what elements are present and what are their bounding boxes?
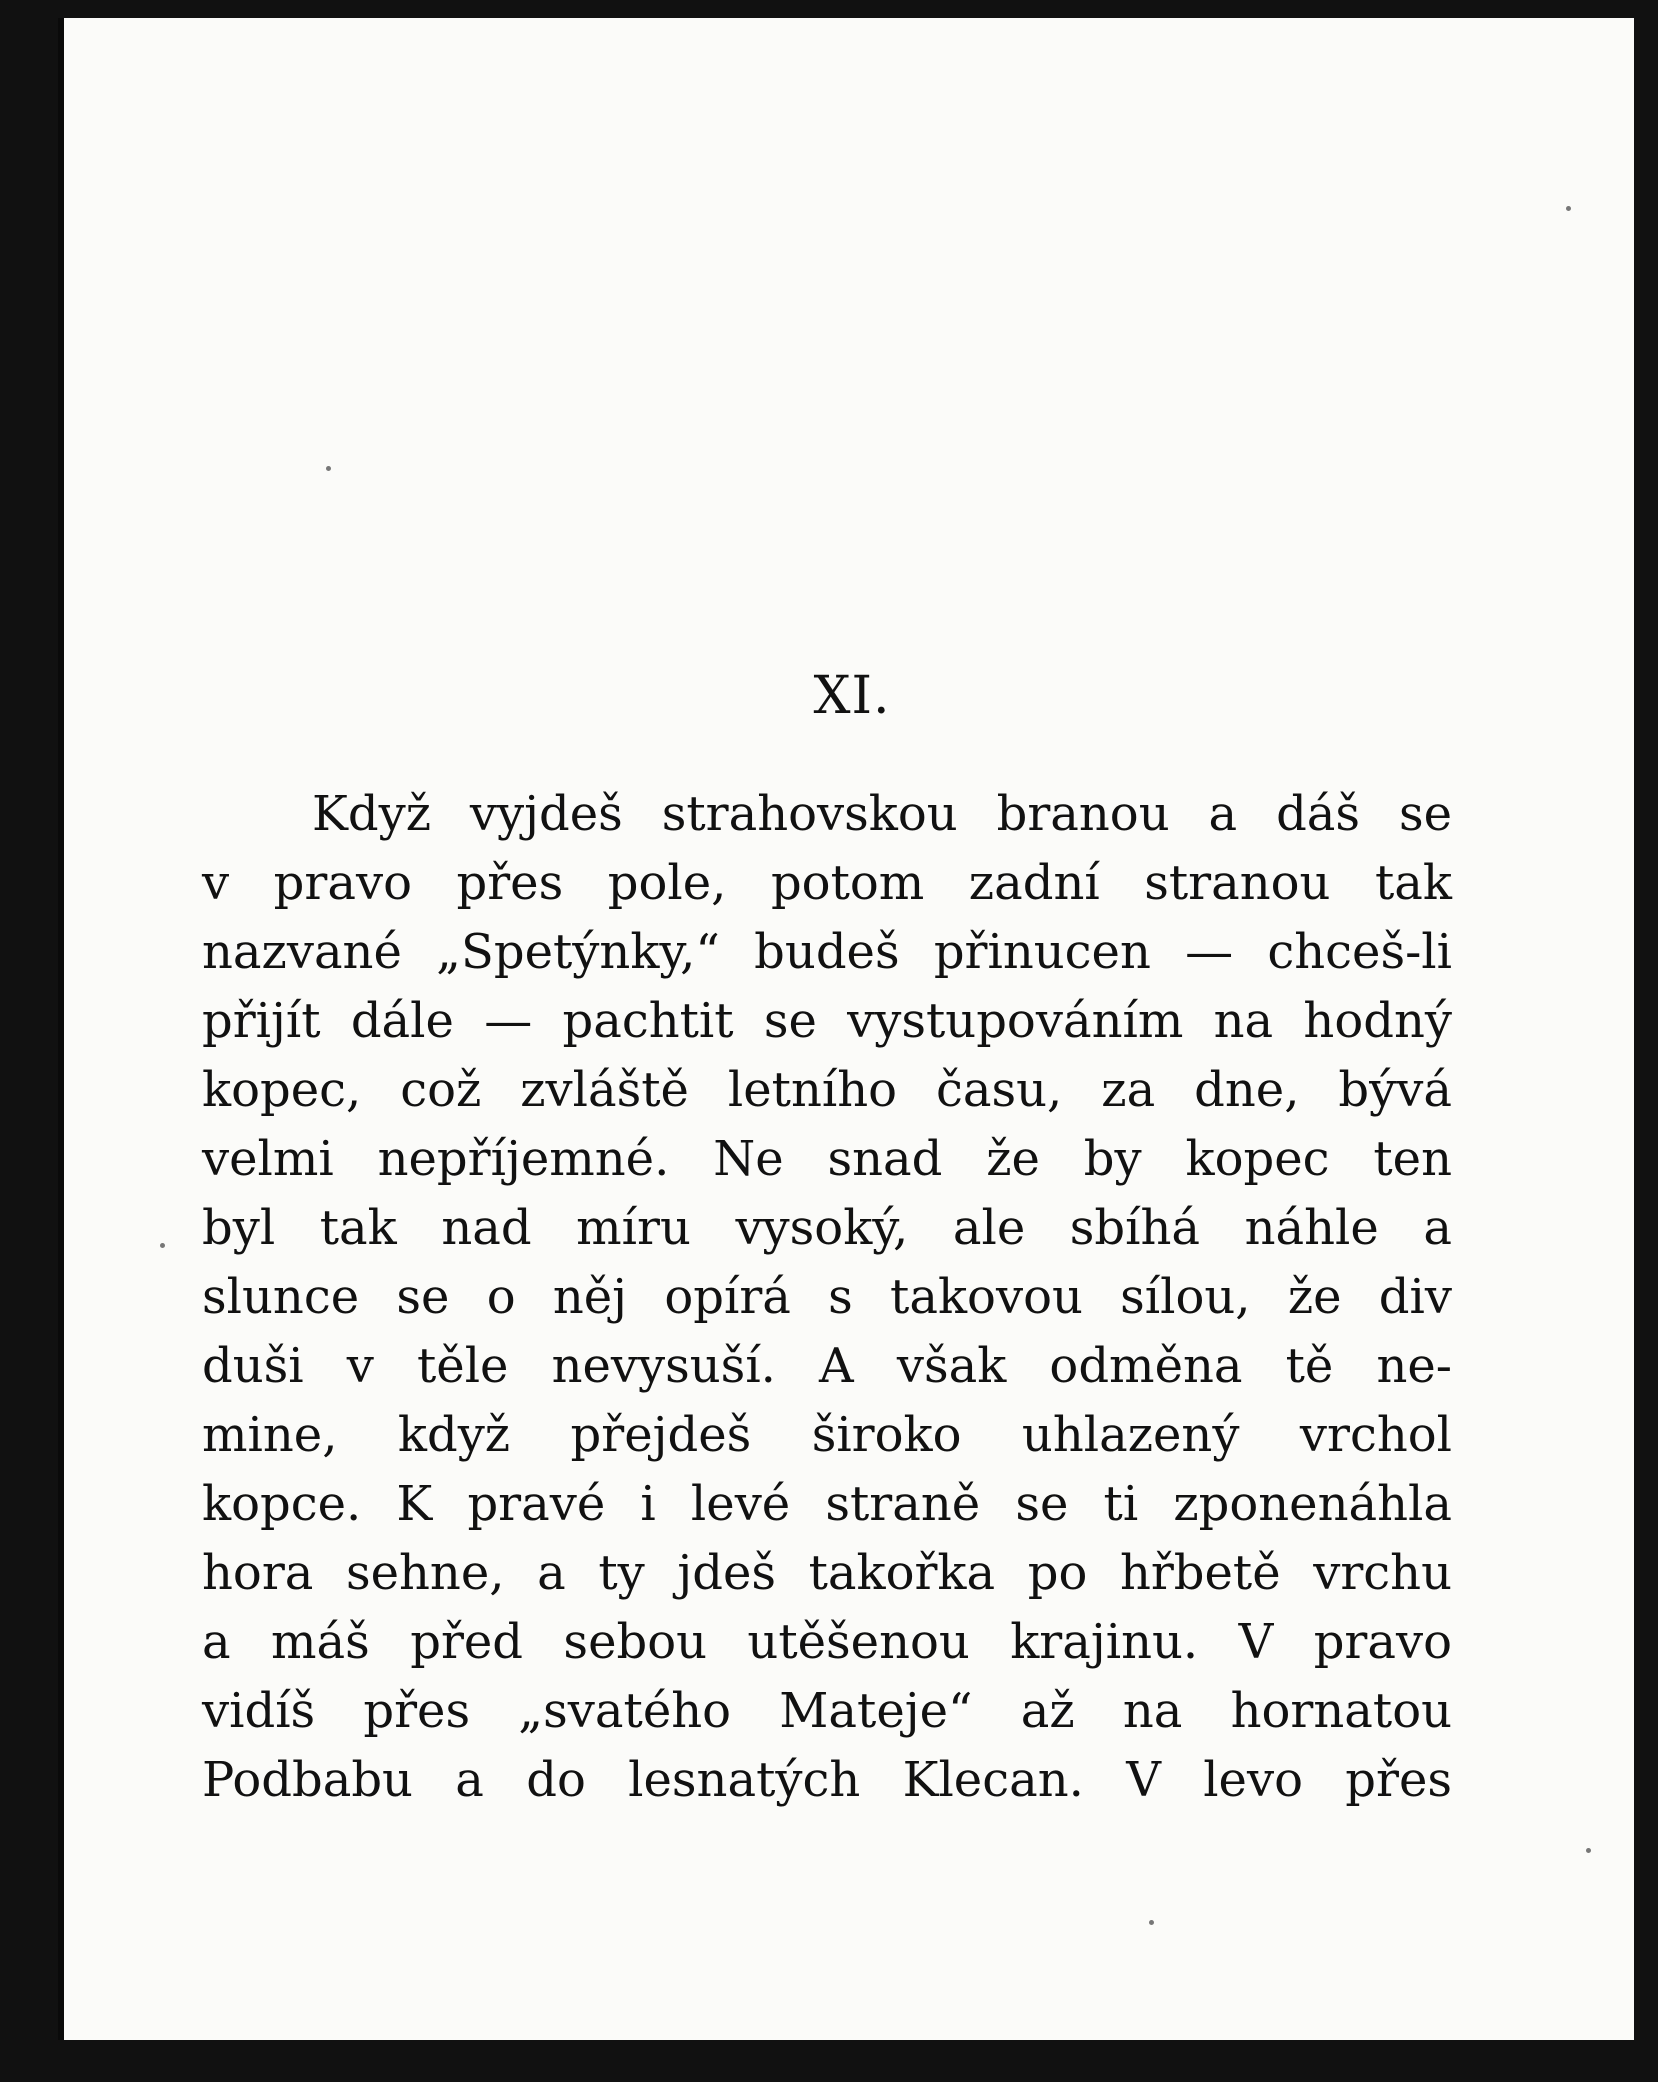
- paragraph-line: vidíš přes „svatého Mateje“ až na hornatou: [202, 1683, 1452, 1739]
- paragraph-line: kopce. K pravé i levé straně se ti zponenáhla: [202, 1476, 1452, 1532]
- paragraph-line: duši v těle nevysuší. A však odměna tě ne-: [202, 1338, 1452, 1394]
- paragraph-line: mine, když přejdeš široko uhlazený vrchol: [202, 1407, 1452, 1463]
- paper-speck: [1566, 206, 1571, 211]
- paragraph-line: slunce se o něj opírá s takovou sílou, že div: [202, 1269, 1452, 1325]
- paper-speck: [326, 466, 331, 471]
- paragraph-line: Když vyjdeš strahovskou branou a dáš se: [312, 786, 1452, 842]
- paragraph-line: byl tak nad míru vysoký, ale sbíhá náhle a: [202, 1200, 1452, 1256]
- book-page: [58, 18, 1634, 2040]
- paragraph-line: nazvané „Spetýnky,“ budeš přinucen — chceš-li: [202, 924, 1452, 980]
- chapter-paragraph: [202, 780, 1452, 1815]
- paragraph-line: velmi nepříjemné. Ne snad že by kopec ten: [202, 1131, 1452, 1187]
- paragraph-line: přijít dále — pachtit se vystupováním na hodný: [202, 993, 1452, 1049]
- paragraph-line: v pravo přes pole, potom zadní stranou tak: [202, 855, 1452, 911]
- paper-speck: [1149, 1920, 1154, 1925]
- paper-speck: [160, 1243, 165, 1248]
- paragraph-line: hora sehne, a ty jdeš takořka po hřbetě vrchu: [202, 1545, 1452, 1601]
- paragraph-line: kopec, což zvláště letního času, za dne, bývá: [202, 1062, 1452, 1118]
- chapter-heading: XI.: [813, 666, 891, 726]
- paragraph-line: a máš před sebou utěšenou krajinu. V pravo: [202, 1614, 1452, 1670]
- paper-speck: [1586, 1848, 1591, 1853]
- paragraph-line: Podbabu a do lesnatých Klecan. V levo přes: [202, 1752, 1452, 1808]
